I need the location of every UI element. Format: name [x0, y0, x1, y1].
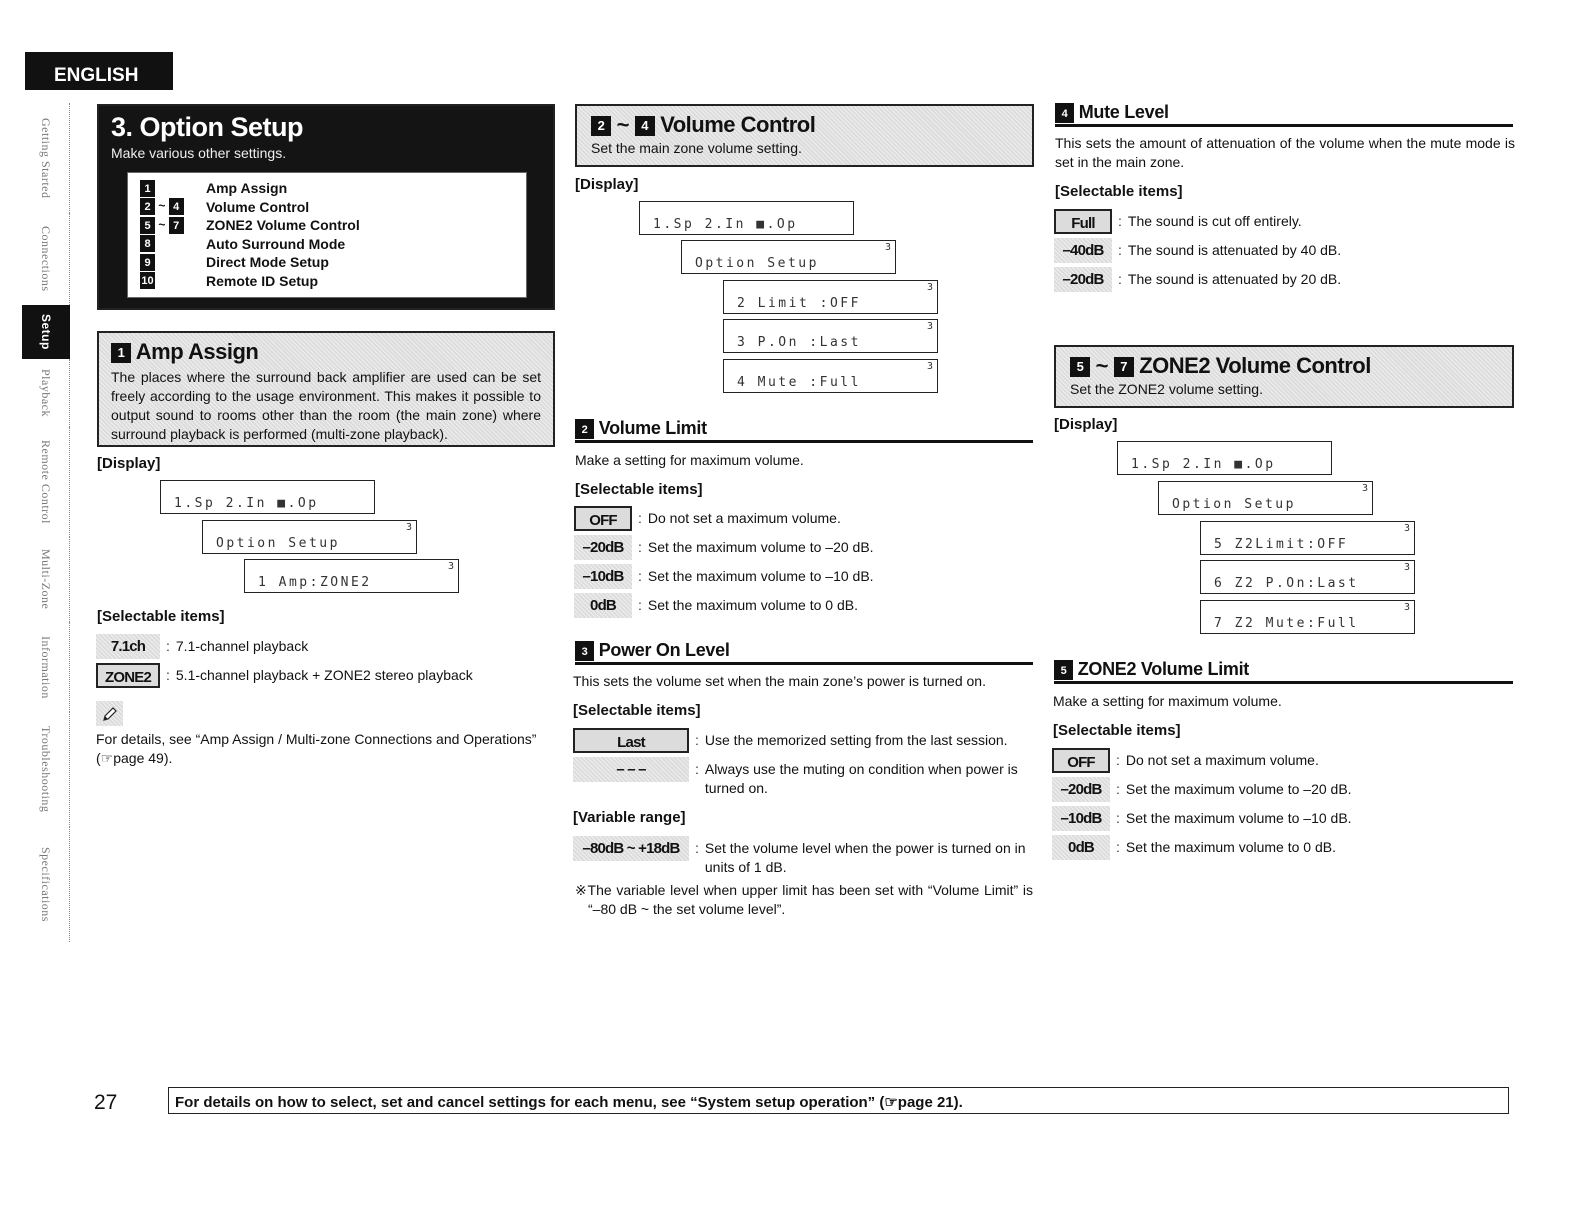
option-chip: 0dB: [574, 593, 632, 618]
page-number: 27: [94, 1091, 118, 1114]
option-setup-toc: [127, 172, 527, 298]
side-tab-getting-started[interactable]: Getting Started: [22, 103, 70, 213]
option-setup-title: 3. Option Setup: [111, 112, 303, 142]
section-number-badge: 2: [591, 116, 611, 136]
option-chip: OFF: [1052, 748, 1110, 773]
volume-limit-description: Make a setting for maximum volume.: [575, 452, 804, 468]
lcd-screen: 1.Sp 2.In ■.Op: [1117, 441, 1332, 475]
option-chip: – – –: [573, 757, 689, 782]
language-tab: ENGLISH: [25, 52, 173, 90]
option-setup-subtitle: Make various other settings.: [111, 145, 287, 161]
pencil-note-icon: [96, 701, 123, 726]
option-row: ZONE2 : 5.1-channel playback + ZONE2 stereo playback: [96, 663, 551, 692]
toc-item[interactable]: 5 ~ 7 ZONE2 Volume Control: [140, 216, 518, 235]
option-row: 7.1ch : 7.1-channel playback: [96, 634, 551, 663]
option-row: –20dB : Set the maximum volume to –20 dB.: [1052, 777, 1512, 806]
amp-assign-note: For details, see “Amp Assign / Multi-zone Connections and Operations” (☞page 49).: [96, 731, 537, 766]
display-label: [Display]: [1054, 416, 1118, 433]
volume-limit-heading: 2 Volume Limit: [575, 418, 1033, 443]
mute-level-heading: 4 Mute Level: [1055, 102, 1513, 127]
toc-item[interactable]: 1 Amp Assign: [140, 179, 518, 198]
volume-limit-items: [574, 506, 1034, 622]
lcd-screen: 3 5 Z2Limit:OFF: [1200, 521, 1415, 555]
power-on-level-description: This sets the volume set when the main zone’s power is turned on.: [573, 673, 986, 689]
amp-assign-title: Amp Assign: [135, 339, 259, 364]
side-tab-specifications[interactable]: Specifications: [22, 827, 70, 942]
lcd-screen: 3 Option Setup: [202, 520, 417, 554]
option-chip: –10dB: [1052, 806, 1110, 831]
option-chip: –20dB: [1054, 267, 1112, 292]
lcd-screen: 3 Option Setup: [681, 240, 896, 274]
amp-assign-items: [96, 634, 551, 692]
option-row: 0dB : Set the maximum volume to 0 dB.: [1052, 835, 1512, 864]
option-chip: Full: [1054, 209, 1112, 234]
range-chip: –80dB ~ +18dB: [573, 836, 689, 861]
option-row: –40dB : The sound is attenuated by 40 dB.: [1054, 238, 1514, 267]
section-number-badge: 4: [635, 116, 655, 136]
side-tab-information[interactable]: Information: [22, 622, 70, 712]
power-on-footnote: ※The variable level when upper limit has been set with “Volume Limit” is “–80 dB ~ the set volume level”.: [575, 882, 1033, 917]
section-number-badge: 5: [1070, 357, 1090, 377]
selectable-items-label: [Selectable items]: [575, 481, 703, 498]
variable-range-label: [Variable range]: [573, 809, 686, 826]
zone2-volume-control-title: ZONE2 Volume Control: [1139, 353, 1371, 378]
option-row: 0dB : Set the maximum volume to 0 dB.: [574, 593, 1034, 622]
display-label: [Display]: [97, 455, 161, 472]
power-on-level-heading: 3 Power On Level: [575, 640, 1033, 665]
toc-item[interactable]: 8 Auto Surround Mode: [140, 235, 518, 254]
option-row: OFF : Do not set a maximum volume.: [574, 506, 1034, 535]
volume-control-title: Volume Control: [660, 112, 816, 137]
option-chip: OFF: [574, 506, 632, 531]
toc-item[interactable]: 2 ~ 4 Volume Control: [140, 198, 518, 217]
side-tab-multi-zone[interactable]: Multi-Zone: [22, 537, 70, 622]
amp-assign-description: The places where the surround back amplifier are used can be set freely according to the usage environment. This makes it possible to output sound to rooms other than the room (the main zone) where surround playback is performed (multi-zone playback).: [111, 369, 541, 442]
display-label: [Display]: [575, 176, 639, 193]
volume-control-subtitle: Set the main zone volume setting.: [591, 140, 802, 156]
footer-reference: For details on how to select, set and cancel settings for each menu, see “System setup operation” (☞page 21).: [168, 1087, 1509, 1114]
option-chip: –20dB: [1052, 777, 1110, 802]
volume-control-header: 2 ~ 4 Volume Control Set the main zone volume setting.: [575, 104, 1034, 167]
toc-item[interactable]: 9 Direct Mode Setup: [140, 253, 518, 272]
zone2-volume-control-subtitle: Set the ZONE2 volume setting.: [1070, 381, 1263, 397]
lcd-screen: 3 6 Z2 P.On:Last: [1200, 560, 1415, 594]
lcd-screen: 3 4 Mute :Full: [723, 359, 938, 393]
selectable-items-label: [Selectable items]: [573, 702, 701, 719]
option-setup-header: [97, 104, 555, 310]
option-chip: 0dB: [1052, 835, 1110, 860]
section-number-badge: 1: [111, 343, 131, 363]
lcd-screen: 3 1 Amp:ZONE2: [244, 559, 459, 593]
option-row: – – – : Always use the muting on condition when power is turned on.: [573, 757, 1033, 807]
side-tab-remote-control[interactable]: Remote Control: [22, 427, 70, 537]
option-row: –20dB : Set the maximum volume to –20 dB.: [574, 535, 1034, 564]
option-chip: 7.1ch: [96, 634, 160, 659]
option-row: OFF : Do not set a maximum volume.: [1052, 748, 1512, 777]
side-tab-troubleshooting[interactable]: Troubleshooting: [22, 712, 70, 827]
zone2-volume-limit-description: Make a setting for maximum volume.: [1053, 693, 1282, 709]
mute-level-items: [1054, 209, 1514, 296]
lcd-screen: 1.Sp 2.In ■.Op: [160, 480, 375, 514]
range-row: –80dB ~ +18dB : Set the volume level when the power is turned on in units of 1 dB.: [573, 836, 1033, 880]
zone2-volume-control-header: 5 ~ 7 ZONE2 Volume Control Set the ZONE2 volume setting.: [1054, 345, 1514, 408]
option-row: –10dB : Set the maximum volume to –10 dB.: [574, 564, 1034, 593]
selectable-items-label: [Selectable items]: [97, 608, 225, 625]
selectable-items-label: [Selectable items]: [1055, 183, 1183, 200]
option-row: Last : Use the memorized setting from the last session.: [573, 728, 1033, 757]
side-tab-playback[interactable]: Playback: [22, 359, 70, 427]
option-row: –10dB : Set the maximum volume to –10 dB.: [1052, 806, 1512, 835]
zone2-volume-limit-heading: 5 ZONE2 Volume Limit: [1054, 659, 1513, 684]
lcd-screen: 3 3 P.On :Last: [723, 319, 938, 353]
option-chip: –10dB: [574, 564, 632, 589]
lcd-screen: 3 2 Limit :OFF: [723, 280, 938, 314]
option-row: Full : The sound is cut off entirely.: [1054, 209, 1514, 238]
lcd-screen: 3 7 Z2 Mute:Full: [1200, 600, 1415, 634]
side-tab-setup[interactable]: Setup: [22, 305, 70, 359]
option-chip: Last: [573, 728, 689, 753]
power-on-level-items: [573, 728, 1033, 807]
toc-item[interactable]: 10 Remote ID Setup: [141, 272, 319, 289]
amp-assign-header: [97, 331, 555, 447]
option-chip: –40dB: [1054, 238, 1112, 263]
option-row: –20dB : The sound is attenuated by 20 dB.: [1054, 267, 1514, 296]
section-number-badge: 7: [1114, 357, 1134, 377]
selectable-items-label: [Selectable items]: [1053, 722, 1181, 739]
option-chip: –20dB: [574, 535, 632, 560]
side-tab-connections[interactable]: Connections: [22, 213, 70, 305]
mute-level-description: This sets the amount of attenuation of the volume when the mute mode is set in the main zone.: [1055, 135, 1515, 170]
zone2-volume-limit-items: [1052, 748, 1512, 864]
option-chip: ZONE2: [96, 663, 160, 688]
lcd-screen: 1.Sp 2.In ■.Op: [639, 201, 854, 235]
lcd-screen: 3 Option Setup: [1158, 481, 1373, 515]
